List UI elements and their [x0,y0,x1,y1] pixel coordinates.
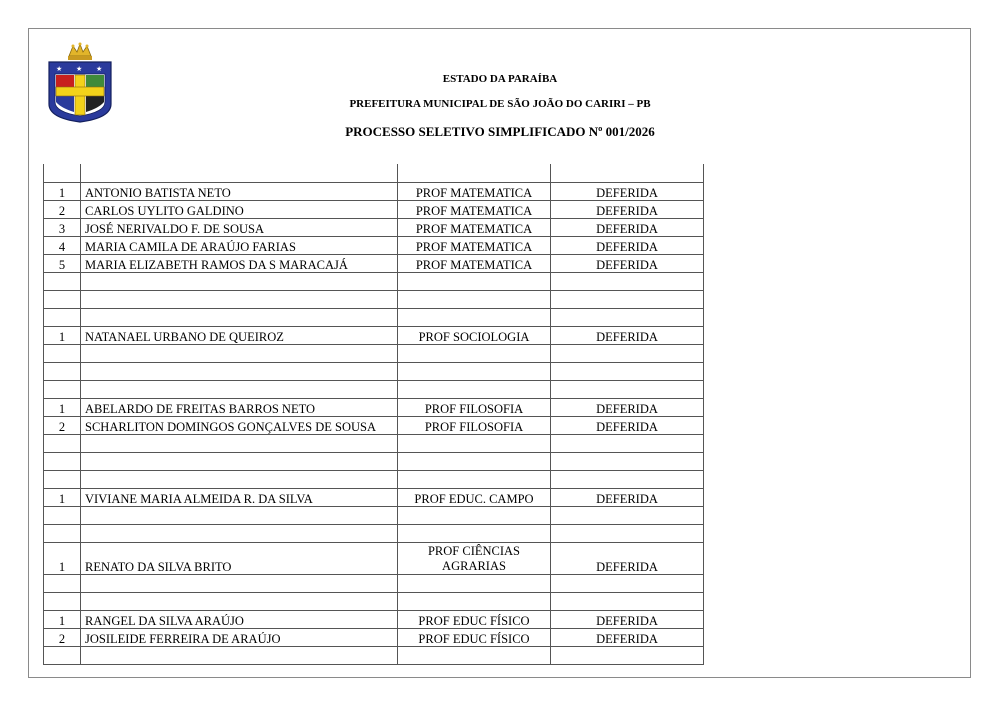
position-cell [398,435,551,453]
candidate-name-cell: RANGEL DA SILVA ARAÚJO [81,611,398,629]
position-cell [398,575,551,593]
status-cell: DEFERIDA [551,255,704,273]
row-number-cell: 4 [44,237,81,255]
row-number-cell [44,525,81,543]
position-cell [398,381,551,399]
candidate-name-cell: MARIA CAMILA DE ARAÚJO FARIAS [81,237,398,255]
table-row [44,489,704,507]
candidate-name-cell [81,453,398,471]
position-cell [398,309,551,327]
row-number-cell [44,309,81,327]
table-row [44,237,704,255]
table-row [44,164,704,183]
status-cell: DEFERIDA [551,327,704,345]
row-number-cell: 5 [44,255,81,273]
candidate-name-cell [81,435,398,453]
row-number-cell [44,345,81,363]
row-number-cell [44,575,81,593]
status-cell [551,291,704,309]
position-cell [398,453,551,471]
position-cell [398,507,551,525]
status-cell [551,525,704,543]
table-row [44,507,704,525]
status-cell: DEFERIDA [551,629,704,647]
table-row [44,273,704,291]
table-row [44,201,704,219]
status-cell: DEFERIDA [551,201,704,219]
status-cell [551,471,704,489]
position-cell [398,345,551,363]
row-number-cell: 1 [44,611,81,629]
candidate-name-cell: JOSÉ NERIVALDO F. DE SOUSA [81,219,398,237]
row-number-cell [44,435,81,453]
candidate-name-cell: VIVIANE MARIA ALMEIDA R. DA SILVA [81,489,398,507]
status-cell [551,507,704,525]
municipal-crest-icon [47,42,113,124]
position-cell [398,291,551,309]
candidate-name-cell: MARIA ELIZABETH RAMOS DA S MARACAJÁ [81,255,398,273]
candidate-name-cell [81,525,398,543]
position-cell [398,471,551,489]
status-cell: DEFERIDA [551,183,704,201]
row-number-cell: 1 [44,327,81,345]
row-number-cell: 2 [44,201,81,219]
row-number-cell [44,507,81,525]
candidate-name-cell [81,381,398,399]
status-cell: DEFERIDA [551,219,704,237]
table-row [44,453,704,471]
header-state: ESTADO DA PARAÍBA [442,73,558,85]
row-number-cell [44,273,81,291]
svg-text:★: ★ [96,65,103,73]
candidate-name-cell [81,345,398,363]
position-cell [398,273,551,291]
position-cell: PROF EDUC FÍSICO [398,611,551,629]
candidate-name-cell [81,291,398,309]
position-cell: PROF MATEMATICA [398,219,551,237]
status-cell [551,363,704,381]
position-cell [398,363,551,381]
table-row [44,593,704,611]
table-row [44,309,704,327]
status-cell [551,345,704,363]
table-row [44,255,704,273]
status-cell [551,164,704,183]
candidate-name-cell [81,593,398,611]
candidate-name-cell [81,647,398,665]
table-row [44,291,704,309]
table-row [44,399,704,417]
status-cell: DEFERIDA [551,237,704,255]
position-cell [398,647,551,665]
candidate-name-cell [81,363,398,381]
candidate-name-cell: ABELARDO DE FREITAS BARROS NETO [81,399,398,417]
table-row [44,525,704,543]
position-cell: PROF MATEMATICA [398,255,551,273]
svg-text:★: ★ [56,65,63,73]
position-cell [398,164,551,183]
candidate-name-cell [81,309,398,327]
table-row [44,363,704,381]
candidate-name-cell: NATANAEL URBANO DE QUEIROZ [81,327,398,345]
candidate-name-cell [81,164,398,183]
row-number-cell [44,291,81,309]
candidate-name-cell [81,471,398,489]
row-number-cell: 1 [44,543,81,575]
table-row [44,327,704,345]
row-number-cell [44,381,81,399]
table-row [44,417,704,435]
position-cell [398,593,551,611]
status-cell [551,453,704,471]
position-cell: PROF FILOSOFIA [398,417,551,435]
position-cell: PROF MATEMATICA [398,201,551,219]
position-cell: PROF SOCIOLOGIA [398,327,551,345]
row-number-cell: 2 [44,417,81,435]
row-number-cell [44,453,81,471]
position-cell: PROF CIÊNCIAS AGRARIAS [398,543,551,575]
candidate-name-cell: SCHARLITON DOMINGOS GONÇALVES DE SOUSA [81,417,398,435]
position-cell [398,525,551,543]
position-cell: PROF EDUC. CAMPO [398,489,551,507]
position-cell: PROF MATEMATICA [398,183,551,201]
table-row [44,543,704,575]
row-number-cell [44,471,81,489]
candidate-name-cell [81,273,398,291]
row-number-cell [44,593,81,611]
position-cell: PROF FILOSOFIA [398,399,551,417]
table-row [44,345,704,363]
row-number-cell: 1 [44,399,81,417]
table-row [44,611,704,629]
status-cell [551,273,704,291]
status-cell [551,575,704,593]
status-cell: DEFERIDA [551,417,704,435]
row-number-cell: 2 [44,629,81,647]
table-row [44,381,704,399]
svg-text:★: ★ [76,65,83,73]
table-row [44,183,704,201]
position-cell: PROF MATEMATICA [398,237,551,255]
status-cell [551,647,704,665]
status-cell: DEFERIDA [551,399,704,417]
row-number-cell: 1 [44,183,81,201]
header-process-title: PROCESSO SELETIVO SIMPLIFICADO Nº 001/2026 [345,124,655,139]
status-cell [551,381,704,399]
status-cell: DEFERIDA [551,543,704,575]
table-row [44,575,704,593]
candidate-name-cell: RENATO DA SILVA BRITO [81,543,398,575]
status-cell [551,593,704,611]
candidate-name-cell: CARLOS UYLITO GALDINO [81,201,398,219]
row-number-cell: 3 [44,219,81,237]
row-number-cell [44,363,81,381]
table-row [44,471,704,489]
candidate-name-cell [81,575,398,593]
results-table [43,164,704,665]
header-municipality: PREFEITURA MUNICIPAL DE SÃO JOÃO DO CARIRI – PB [349,98,651,110]
table-row [44,219,704,237]
status-cell [551,435,704,453]
status-cell: DEFERIDA [551,611,704,629]
row-number-cell: 1 [44,489,81,507]
row-number-cell [44,647,81,665]
candidate-name-cell: ANTONIO BATISTA NETO [81,183,398,201]
candidate-name-cell [81,507,398,525]
status-cell: DEFERIDA [551,489,704,507]
candidate-name-cell: JOSILEIDE FERREIRA DE ARAÚJO [81,629,398,647]
status-cell [551,309,704,327]
table-row [44,435,704,453]
table-row [44,647,704,665]
row-number-cell [44,164,81,183]
position-cell: PROF EDUC FÍSICO [398,629,551,647]
table-row [44,629,704,647]
